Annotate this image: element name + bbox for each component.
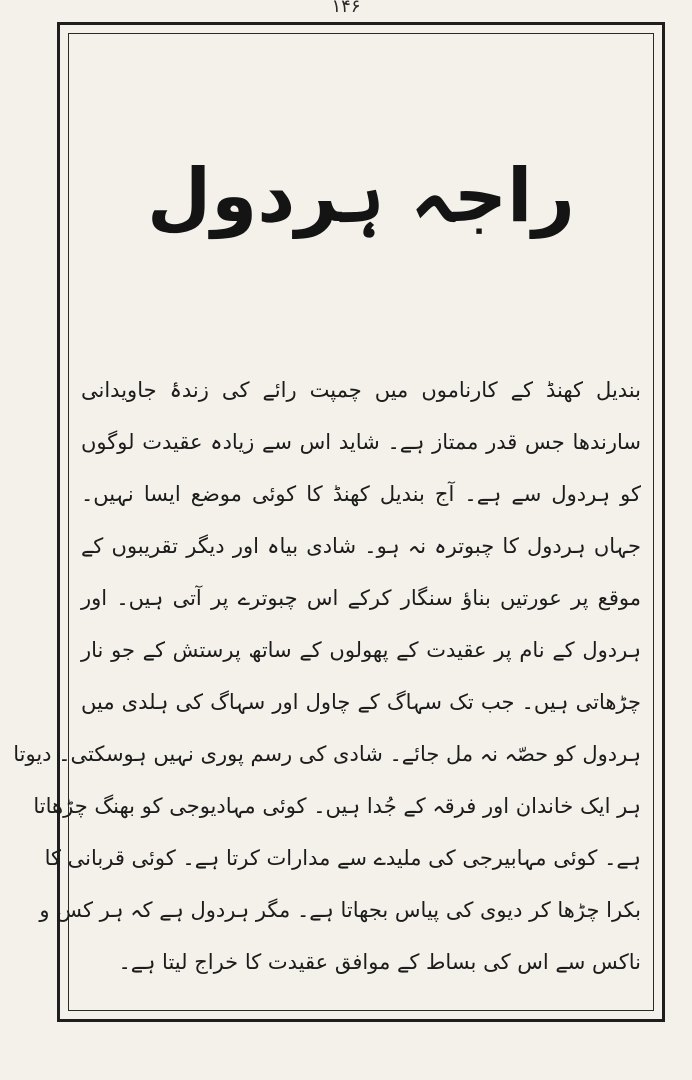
text-line: موقع پر عورتیں بناؤ سنگار کرکے اس چبوترے پر آتی ہیں۔ اور bbox=[81, 586, 641, 610]
text-line: ہے۔ کوئی مہابیرجی کی ملیدے سے مدارات کرتا ہے۔ کوئی قربانی کا bbox=[44, 846, 641, 870]
text-line: بکرا چڑھا کر دیوی کی پیاس بجھاتا ہے۔ مگر ہردول ہے کہ ہر کس و bbox=[39, 898, 641, 922]
text-line: بندیل کھنڈ کے کارناموں میں چمپت رائے کی زندۂ جاویدانی bbox=[81, 378, 641, 402]
text-line: کو ہردول سے ہے۔ آج بندیل کھنڈ کا کوئی موضع ایسا نہیں۔ bbox=[81, 482, 641, 506]
text-line: ہر ایک خاندان اور فرقہ کے جُدا ہیں۔ کوئی مہادیوجی کو بھنگ چڑھاتا bbox=[33, 794, 641, 818]
text-line: چڑھاتی ہیں۔ جب تک سہاگ کے چاول اور سہاگ کی ہلدی میں bbox=[81, 690, 641, 714]
text-line: ناکس سے اس کی بساط کے موافق عقیدت کا خراج لیتا ہے۔ bbox=[118, 950, 641, 974]
page-number: ۱۴۶ bbox=[331, 0, 361, 17]
body-text bbox=[13, 364, 641, 988]
text-line: ہردول کے نام پر عقیدت کے پھولوں کے ساتھ پرستش کے جو نار bbox=[81, 638, 641, 662]
chapter-title: راجہ ہردول bbox=[147, 153, 575, 239]
text-line: سارندھا جس قدر ممتاز ہے۔ شاید اس سے زیادہ عقیدت لوگوں bbox=[81, 430, 641, 454]
page-border-inner bbox=[13, 33, 654, 1011]
page-border-outer bbox=[13, 22, 665, 1022]
text-line: جہاں ہردول کا چبوترہ نہ ہو۔ شادی بیاہ اور دیگر تقریبوں کے bbox=[81, 534, 641, 558]
text-line: ہردول کو حصّہ نہ مل جائے۔ شادی کی رسم پوری نہیں ہوسکتی۔ دیوتا bbox=[13, 742, 641, 766]
